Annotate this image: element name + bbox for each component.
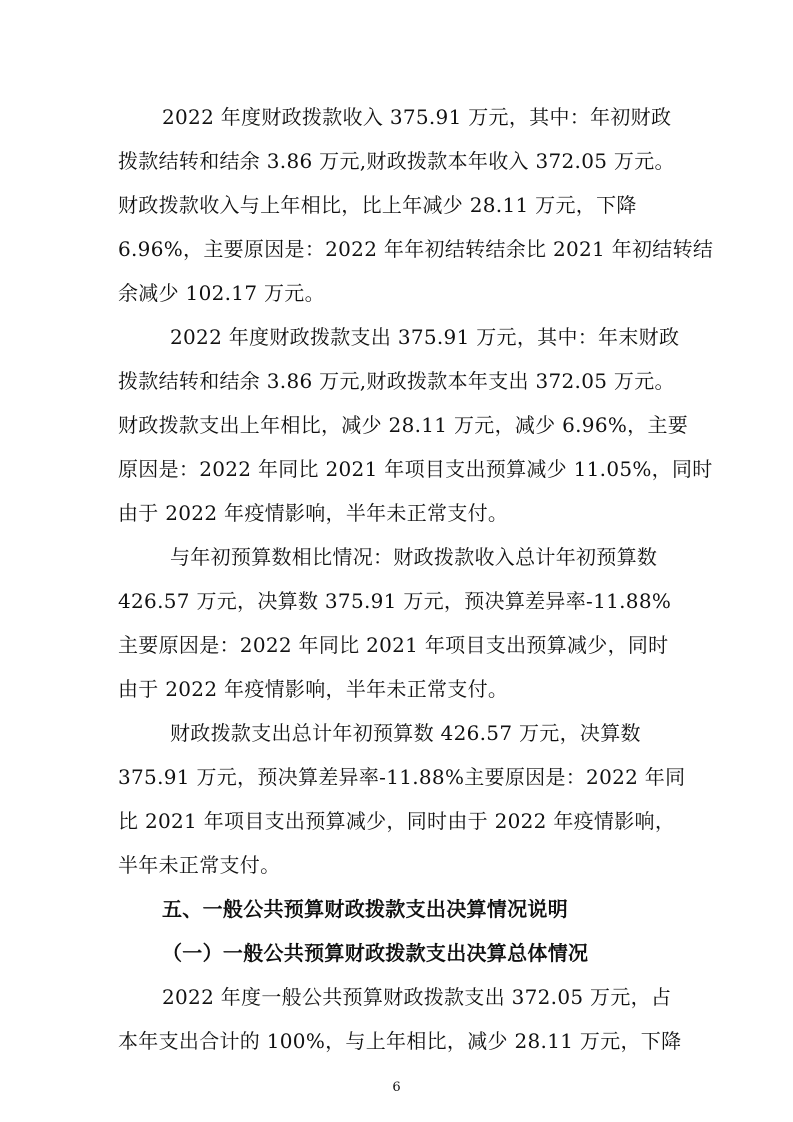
paragraph-4-line-2: 375.91 万元，预决算差异率-11.88%主要原因是：2022 年同 [118, 765, 686, 789]
paragraph-2-line-3: 财政拨款支出上年相比，减少 28.11 万元，减少 6.96%，主要 [118, 413, 689, 437]
paragraph-1-line-1: 2022 年度财政拨款收入 375.91 万元，其中：年初财政 [162, 105, 672, 129]
subsection-heading: （一）一般公共预算财政拨款支出决算总体情况 [162, 941, 589, 965]
paragraph-1-line-4: 6.96%，主要原因是：2022 年年初结转结余比 2021 年初结转结 [118, 237, 714, 261]
paragraph-3-line-2: 426.57 万元，决算数 375.91 万元，预决算差异率-11.88% [118, 589, 672, 613]
paragraph-3-line-3: 主要原因是：2022 年同比 2021 年项目支出预算减少，同时 [118, 633, 669, 657]
paragraph-5-line-1: 2022 年度一般公共预算财政拨款支出 372.05 万元，占 [162, 985, 672, 1009]
paragraph-2-line-1: 2022 年度财政拨款支出 375.91 万元，其中：年末财政 [170, 325, 680, 349]
paragraph-1-line-3: 财政拨款收入与上年相比，比上年减少 28.11 万元，下降 [118, 193, 637, 217]
paragraph-4-line-1: 财政拨款支出总计年初预算数 426.57 万元，决算数 [170, 721, 641, 745]
paragraph-3-line-4: 由于 2022 年疫情影响，半年未正常支付。 [118, 677, 509, 701]
paragraph-2-line-2: 拨款结转和结余 3.86 万元,财政拨款本年支出 372.05 万元。 [118, 369, 675, 393]
paragraph-1-line-2: 拨款结转和结余 3.86 万元,财政拨款本年收入 372.05 万元。 [118, 149, 675, 173]
page-number: 6 [392, 1080, 401, 1095]
paragraph-1-line-5: 余减少 102.17 万元。 [118, 281, 325, 305]
paragraph-2-line-5: 由于 2022 年疫情影响，半年未正常支付。 [118, 501, 509, 525]
paragraph-5-line-2: 本年支出合计的 100%，与上年相比，减少 28.11 万元，下降 [118, 1029, 682, 1053]
paragraph-4-line-4: 半年未正常支付。 [118, 853, 281, 877]
paragraph-4-line-3: 比 2021 年项目支出预算减少，同时由于 2022 年疫情影响， [118, 809, 676, 833]
paragraph-3-line-1: 与年初预算数相比情况：财政拨款收入总计年初预算数 [170, 545, 658, 569]
paragraph-2-line-4: 原因是：2022 年同比 2021 年项目支出预算减少 11.05%，同时 [118, 457, 713, 481]
section-heading: 五、一般公共预算财政拨款支出决算情况说明 [162, 897, 568, 921]
